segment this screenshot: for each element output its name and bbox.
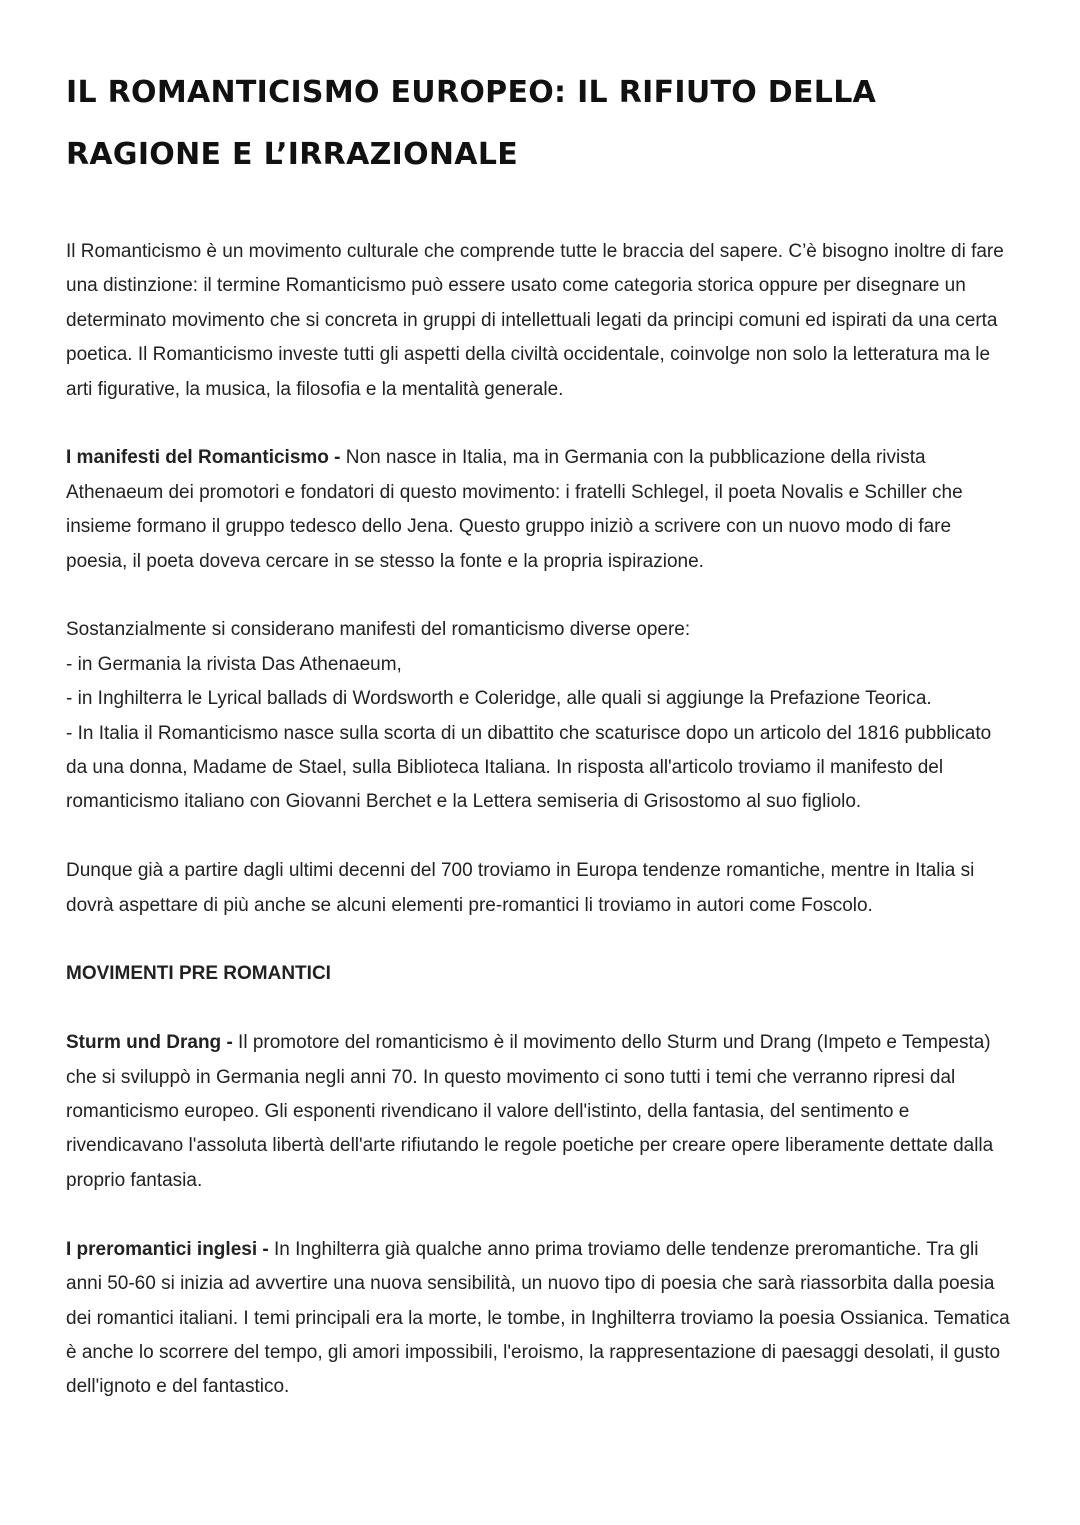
works-intro: Sostanzialmente si considerano manifesti del romanticismo diverse opere: bbox=[66, 619, 691, 641]
sturm-paragraph bbox=[66, 1026, 1014, 1198]
sturm-heading: Sturm und Drang - bbox=[66, 1032, 233, 1054]
manifesti-text: Non nasce in Italia, ma in Germania con la pubblicazione della rivista Athenaeum dei promotori e fondatori di questo movimento: i fratelli Schlegel, il poeta Novalis e Schiller che insieme formano il gruppo tedesco dello Jena. Questo gruppo iniziò a scrivere con un nuovo modo di fare poesia, il poeta doveva cercare in se stesso la fonte e la propria ispirazione. bbox=[66, 447, 963, 572]
manifesti-heading: I manifesti del Romanticismo - bbox=[66, 447, 341, 469]
preromantici-text: In Inghilterra già qualche anno prima troviamo delle tendenze preromantiche. Tra gli anni 50-60 si inizia ad avvertire una nuova sensibilità, un nuovo tipo di poesia che sarà riassorbita dalla poesia dei romantici italiani. I temi principali era la morte, le tombe, in Inghilterra troviamo la poesia Ossianica. Tematica è anche lo scorrere del tempo, gli amori impossibili, l'eroismo, la rappresentazione di paesaggi desolati, il gusto dell'ignoto e del fantastico. bbox=[66, 1238, 1010, 1398]
preromantici-heading: I preromantici inglesi - bbox=[66, 1238, 269, 1260]
preromantici-paragraph bbox=[66, 1233, 1014, 1405]
section-heading: MOVIMENTI PRE ROMANTICI bbox=[66, 963, 331, 985]
works-item-germania: - in Germania la rivista Das Athenaeum, bbox=[66, 653, 402, 675]
manifesti-paragraph bbox=[66, 441, 1014, 579]
intro-paragraph: Il Romanticismo è un movimento culturale che comprende tutte le braccia del sapere. C’è bisogno inoltre di fare una distinzione: il termine Romanticismo può essere usato come categoria storica oppure per disegnare un determinato movimento che si concreta in gruppi di intellettuali legati da principi comuni ed ispirati da una certa poetica. Il Romanticismo investe tutti gli aspetti della civiltà occidentale, coinvolge non solo la letteratura ma le arti figurative, la musica, la filosofia e la mentalità generale. bbox=[66, 241, 1004, 400]
page-title: IL ROMANTICISMO EUROPEO: IL RIFIUTO DELLA RAGIONE E L’IRRAZIONALE bbox=[66, 75, 877, 172]
document-body bbox=[66, 235, 1014, 1405]
works-item-italia: - In Italia il Romanticismo nasce sulla scorta di un dibattito che scaturisce dopo un articolo del 1816 pubblicato da una donna, Madame de Stael, sulla Biblioteca Italiana. In risposta all'articolo troviamo il manifesto del romanticismo italiano con Giovanni Berchet e la Lettera semiseria di Grisostomo al suo figliolo. bbox=[66, 722, 992, 813]
dunque-paragraph: Dunque già a partire dagli ultimi decenni del 700 troviamo in Europa tendenze romantiche, mentre in Italia si dovrà aspettare di più anche se alcuni elementi pre-romantici li troviamo in autori come Foscolo. bbox=[66, 860, 975, 916]
sturm-text: Il promotore del romanticismo è il movimento dello Sturm und Drang (Impeto e Tempesta) che si sviluppò in Germania negli anni 70. In questo movimento ci sono tutti i temi che verranno ripresi dal romanticismo europeo. Gli esponenti rivendicano il valore dell'istinto, della fantasia, del sentimento e rivendicavano l'assoluta libertà dell'arte rifiutando le regole poetiche per creare opere liberamente dettate dalla proprio fantasia. bbox=[66, 1032, 994, 1191]
works-item-inghilterra: - in Inghilterra le Lyrical ballads di Wordsworth e Coleridge, alle quali si aggiunge la Prefazione Teorica. bbox=[66, 688, 932, 710]
